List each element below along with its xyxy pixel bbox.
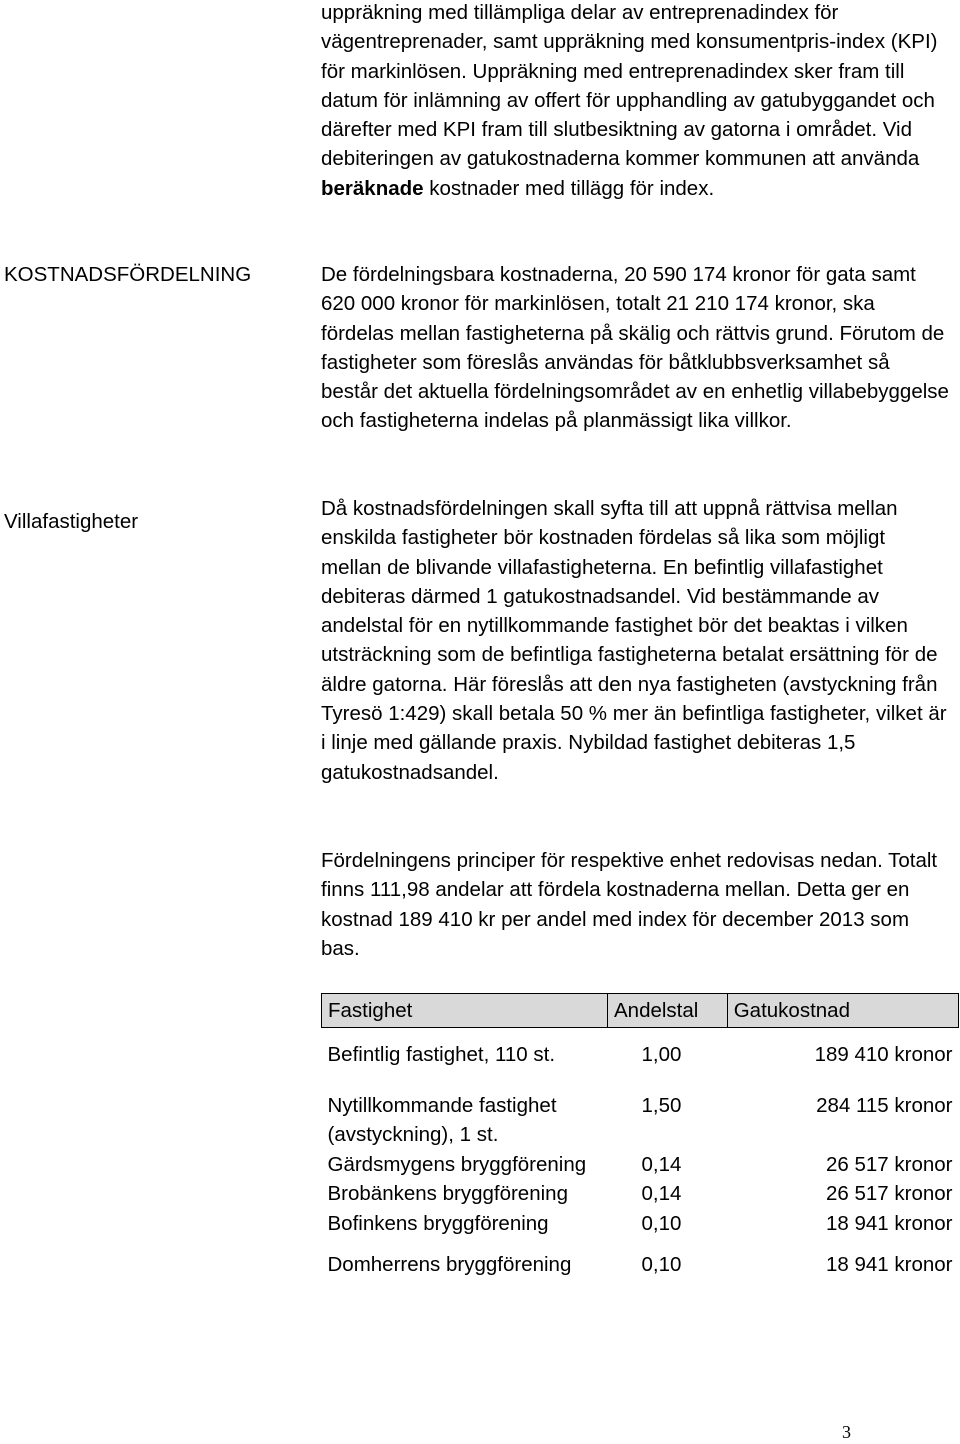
table-cell-gatukostnad: 18 941 kronor — [825, 1253, 953, 1276]
table-cell-andelstal: 0,10 — [641, 1253, 682, 1276]
header-andelstal: Andelstal — [608, 994, 728, 1028]
table-cell-gatukostnad: 18 941 kronor — [825, 1211, 953, 1235]
table-header-row — [322, 994, 959, 1028]
intro-text-end: kostnader med tillägg för index. — [429, 176, 715, 200]
page-number: 3 — [842, 1422, 851, 1442]
header-gatukostnad: Gatukostnad — [727, 994, 958, 1028]
table-cell-fastighet: Gärdsmygens bryggförening — [327, 1152, 587, 1176]
villafastigheter-paragraph: Då kostnadsfördelningen skall syfta till att uppnå rättvisa mellan enskilda fastigheter bör kostnaden fördelas så lika som möjligt mellan de blivande villafastigheterna. En befintlig villafastighet debiteras därmed 1 gatukostnadsandel. Vid bestämmande av andelstal för en nytillkommande fastighet bör det beaktas i vilken utsträckning som de befintliga fastigheterna betalat ersättning för de äldre gatorna. Här föreslås att den nya fastigheten (avstyckning från Tyresö 1:429) skall betala 50 % mer än befintliga fastigheter, vilket är i linje med gällande praxis. Nybildad fastighet debiteras 1,5 gatukostnadsandel. — [321, 497, 947, 784]
table-cell-gatukostnad: 26 517 kronor — [825, 1152, 953, 1176]
section-heading-kostnadsfordelning: KOSTNADSFÖRDELNING — [4, 263, 252, 286]
table-cell-fastighet: Domherrens bryggförening — [327, 1253, 572, 1276]
table-cell-andelstal: 0,10 — [641, 1211, 682, 1235]
table-cell-andelstal: 0,14 — [641, 1152, 682, 1176]
table-row — [322, 1238, 959, 1280]
table-row — [322, 1070, 959, 1150]
section-heading-villafastigheter: Villafastigheter — [4, 510, 139, 533]
intro-paragraph — [321, 0, 951, 203]
table-cell-gatukostnad: 189 410 kronor — [814, 1043, 953, 1066]
table-cell-fastighet: Bofinkens bryggförening — [327, 1211, 549, 1235]
kostnadsfordelning-paragraph: De fördelningsbara kostnaderna, 20 590 174 kronor för gata samt 620 000 kronor för markinlösen, totalt 21 210 174 kronor, ska fördelas mellan fastigheterna på skälig och rättvis grund. Förutom de fastigheter som föreslås användas för båtklubbsverksamhet så består det aktuella fördelningsområdet av en enhetlig villabebyggelse och fastigheterna indelas på planmässigt lika villkor. — [321, 263, 949, 433]
table-cell-fastighet: Nytillkommande fastighet (avstyckning), 1 st. — [327, 1093, 557, 1146]
table-row — [322, 1179, 959, 1209]
table-cell-andelstal: 0,14 — [641, 1182, 682, 1205]
table-cell-andelstal: 1,00 — [641, 1043, 682, 1066]
table-cell-gatukostnad: 26 517 kronor — [825, 1182, 953, 1205]
table-row — [322, 1150, 959, 1180]
table-cell-andelstal: 1,50 — [641, 1093, 682, 1117]
table-cell-fastighet: Befintlig fastighet, 110 st. — [327, 1043, 556, 1066]
table-cell-gatukostnad: 284 115 kronor — [816, 1093, 953, 1117]
intro-text: uppräkning med tillämpliga delar av entreprenadindex för vägentreprenader, samt uppräkning med konsumentpris-index (KPI) för markinlösen. Uppräkning med entreprenadindex sker fram till datum för inlämning av offert för upphandling av gatubyggandet och därefter med KPI fram till slutbesiktning av gatorna i området. Vid debiteringen av gatukostnaderna kommer kommunen att använda — [321, 1, 938, 171]
principer-paragraph: Fördelningens principer för respektive enhet redovisas nedan. Totalt finns 111,98 andelar att fördela kostnaderna mellan. Detta ger en kostnad 189 410 kr per andel med index för december 2013 som bas. — [321, 849, 938, 960]
table-row — [322, 1209, 959, 1239]
table-row — [322, 1028, 959, 1070]
table-cell-fastighet: Brobänkens bryggförening — [327, 1182, 568, 1205]
cost-allocation-table — [321, 993, 959, 1280]
intro-bold-word: beräknade — [321, 176, 424, 200]
header-fastighet: Fastighet — [322, 994, 608, 1028]
